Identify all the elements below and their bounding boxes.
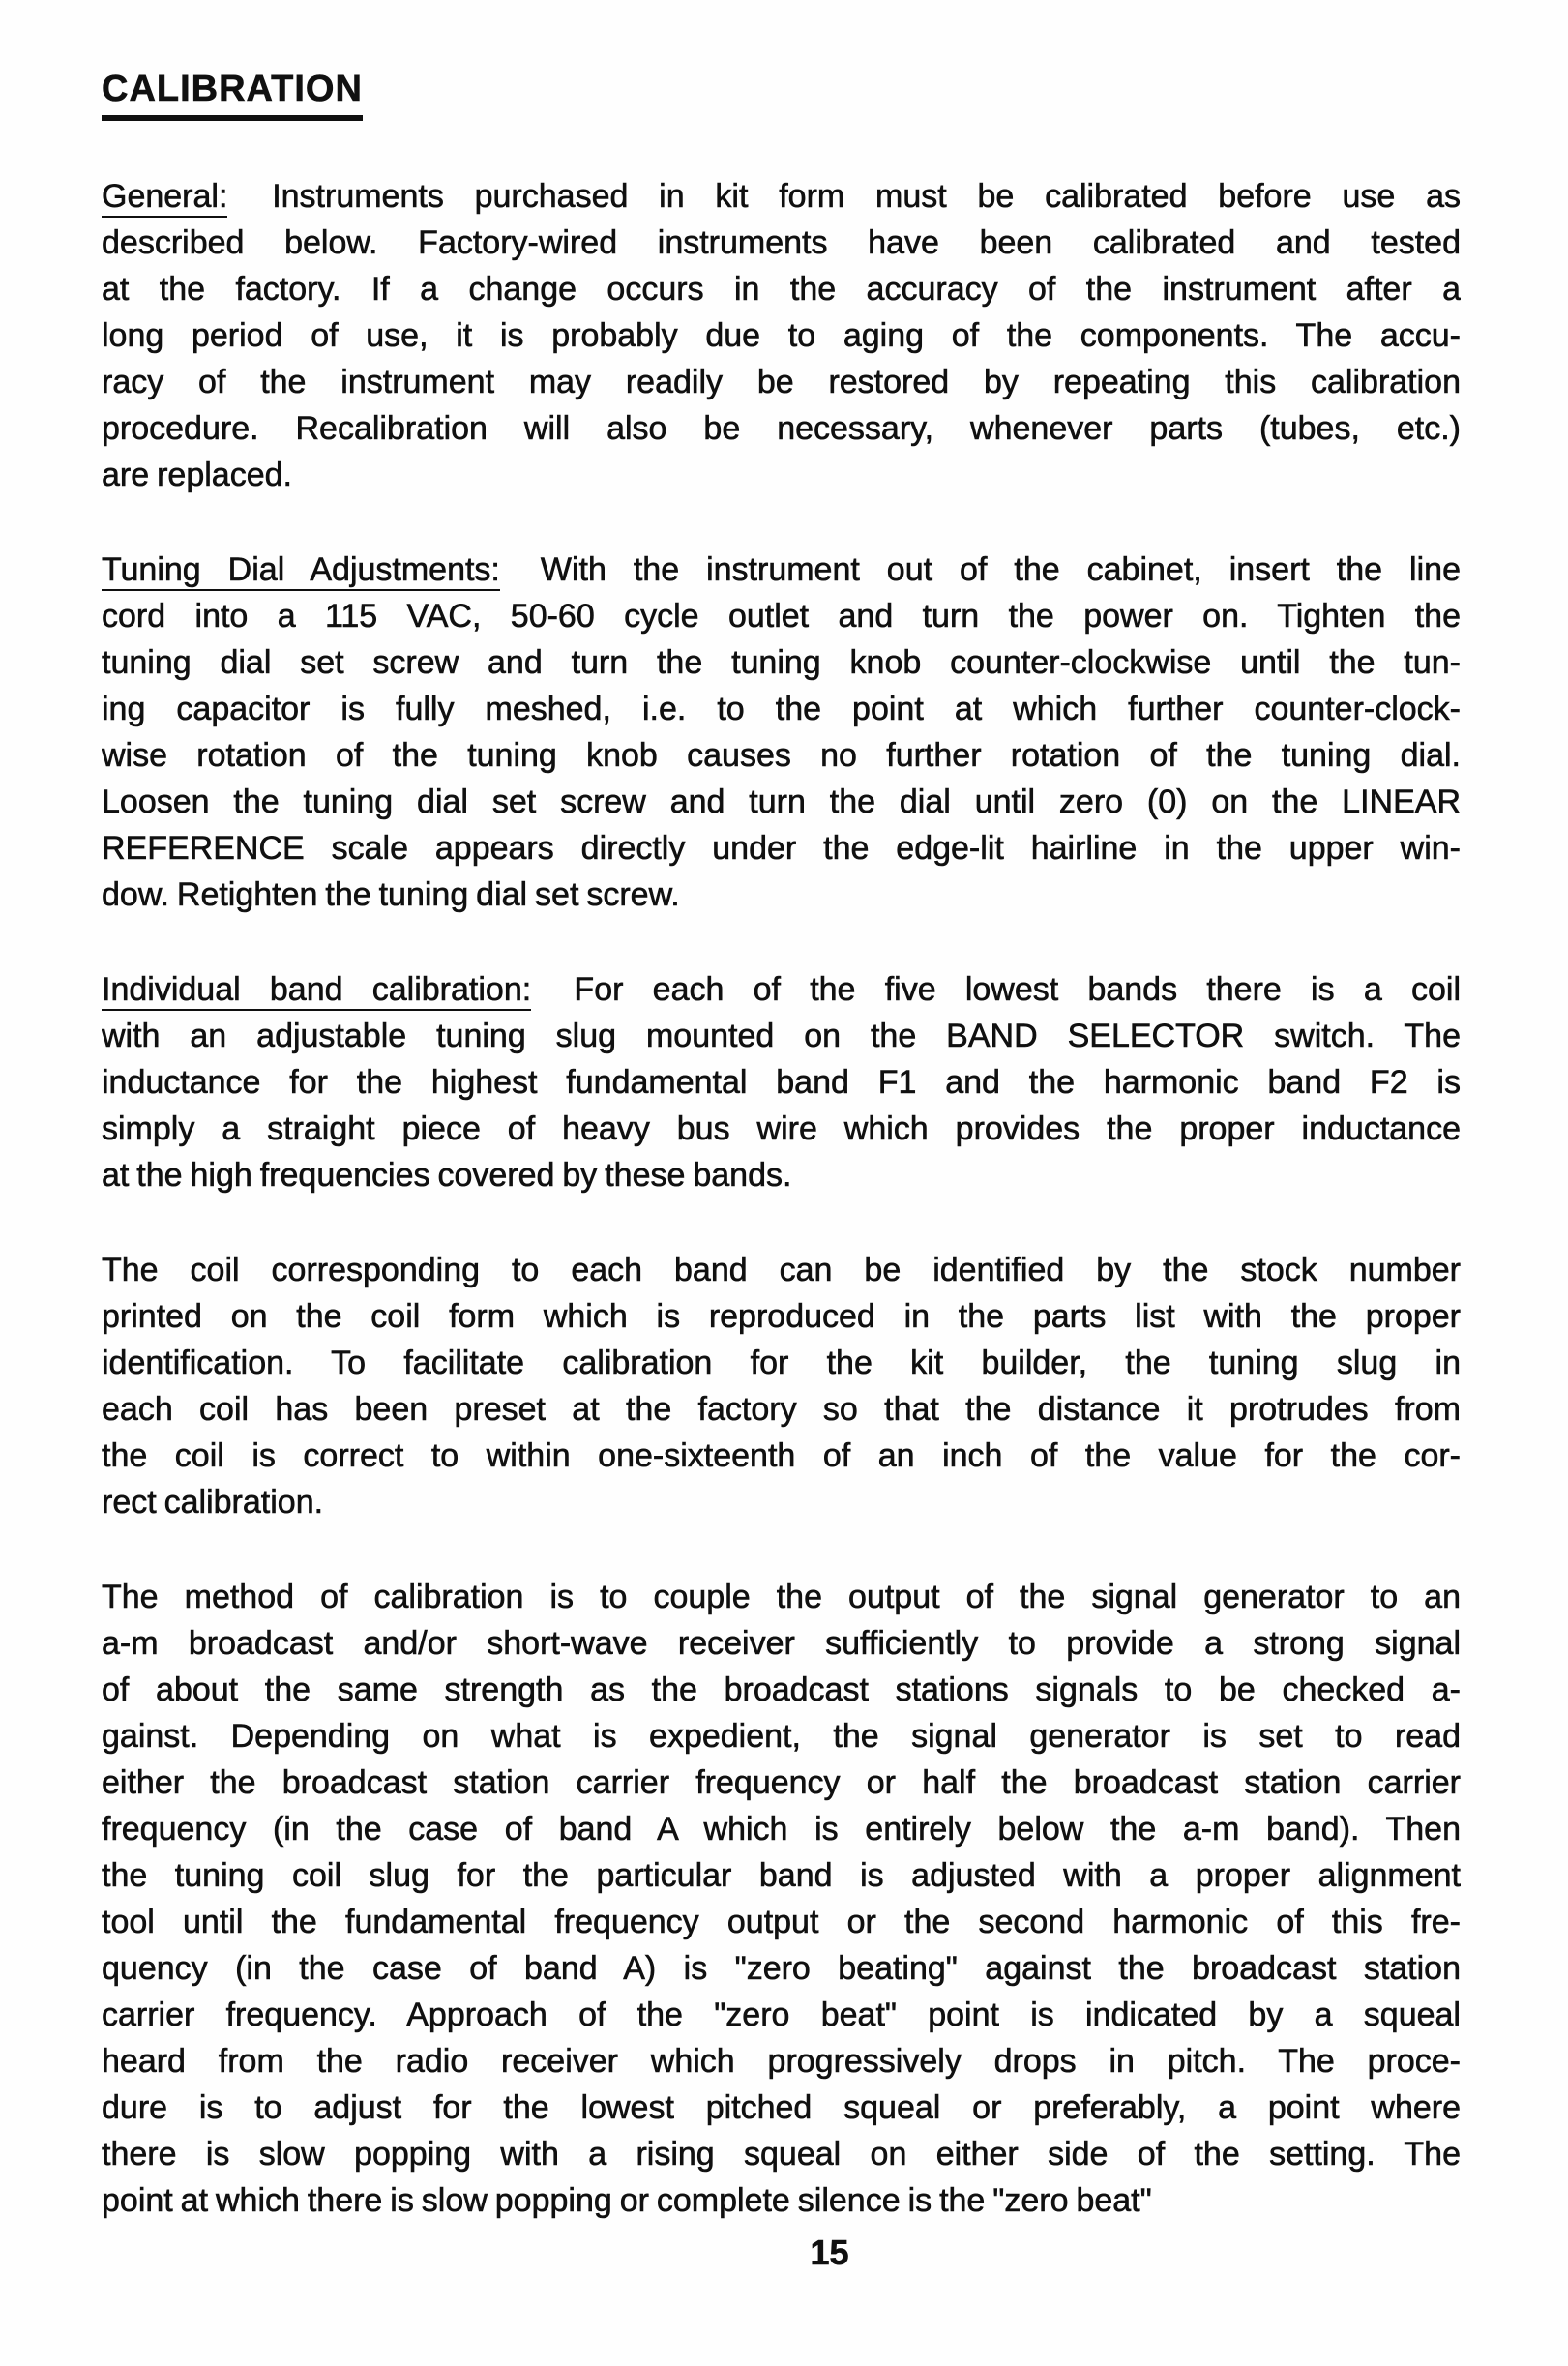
text-line: heard from the radio receiver which progressively drops in pitch. The proce- (102, 2043, 1461, 2080)
text-line: racy of the instrument may readily be restored by repeating this calibration (102, 364, 1461, 400)
text-line: are replaced. (102, 457, 292, 493)
text-line: inductance for the highest fundamental band F1 and the harmonic band F2 is (102, 1064, 1461, 1101)
text-line: tool until the fundamental frequency output or the second harmonic of this fre- (102, 1904, 1461, 1940)
paragraph (102, 966, 1461, 1198)
text-line: Individual band calibration: For each of the five lowest bands there is a coil (102, 966, 1461, 1013)
paragraph (102, 1574, 1461, 2224)
page-content (102, 68, 1461, 2272)
section-heading: General: (102, 178, 227, 220)
text-line: either the broadcast station carrier frequency or half the broadcast station carrier (102, 1764, 1461, 1801)
text-line: at the factory. If a change occurs in the accuracy of the instrument after a (102, 271, 1461, 308)
text-line: the tuning coil slug for the particular band is adjusted with a proper alignment (102, 1857, 1461, 1894)
text-line: simply a straight piece of heavy bus wire which provides the proper inductance (102, 1110, 1461, 1147)
text-line: procedure. Recalibration will also be necessary, whenever parts (tubes, etc.) (102, 410, 1461, 447)
text-line: the coil is correct to within one-sixteenth of an inch of the value for the cor- (102, 1437, 1461, 1474)
text-line: quency (in the case of band A) is "zero beating" against the broadcast station (102, 1950, 1461, 1987)
text-line: printed on the coil form which is reproduced in the parts list with the proper (102, 1298, 1461, 1335)
text-line: The method of calibration is to couple the output of the signal generator to an (102, 1579, 1461, 1615)
text-line: carrier frequency. Approach of the "zero beat" point is indicated by a squeal (102, 1996, 1461, 2033)
text-line: ing capacitor is fully meshed, i.e. to the point at which further counter-clock- (102, 691, 1461, 727)
text-line: of about the same strength as the broadcast stations signals to be checked a- (102, 1671, 1461, 1708)
text-line: gainst. Depending on what is expedient, the signal generator is set to read (102, 1718, 1461, 1755)
text-line: point at which there is slow popping or complete silence is the "zero beat" (102, 2182, 1152, 2219)
section-heading: Individual band calibration: (102, 971, 531, 1013)
paragraph (102, 1247, 1461, 1525)
paragraph (102, 547, 1461, 918)
text-line: cord into a 115 VAC, 50-60 cycle outlet and turn the power on. Tighten the (102, 598, 1461, 635)
text-line: General: Instruments purchased in kit form must be calibrated before use as (102, 173, 1461, 220)
text-line: rect calibration. (102, 1484, 324, 1521)
text-line: at the high frequencies covered by these bands. (102, 1157, 792, 1194)
page-title: CALIBRATION (102, 68, 363, 121)
text-line: Loosen the tuning dial set screw and turn the dial until zero (0) on the LINEAR (102, 784, 1461, 820)
text-line: with an adjustable tuning slug mounted on the BAND SELECTOR switch. The (102, 1018, 1461, 1054)
text-line: dure is to adjust for the lowest pitched squeal or preferably, a point where (102, 2089, 1461, 2126)
text-line: dow. Retighten the tuning dial set screw. (102, 876, 680, 913)
text-line: frequency (in the case of band A which is entirely below the a-m band). Then (102, 1811, 1461, 1848)
text-line: each coil has been preset at the factory so that the distance it protrudes from (102, 1391, 1461, 1428)
text-line: long period of use, it is probably due to aging of the components. The accu- (102, 317, 1461, 354)
text-line: there is slow popping with a rising squeal on either side of the setting. The (102, 2136, 1461, 2173)
text-line: identification. To facilitate calibration for the kit builder, the tuning slug in (102, 1345, 1461, 1381)
text-line: tuning dial set screw and turn the tuning knob counter-clockwise until the tun- (102, 644, 1461, 681)
text-line: a-m broadcast and/or short-wave receiver sufficiently to provide a strong signal (102, 1625, 1461, 1662)
page-number: 15 (810, 2233, 849, 2272)
section-heading: Tuning Dial Adjustments: (102, 551, 500, 593)
text-line: REFERENCE scale appears directly under the edge-lit hairline in the upper win- (102, 830, 1461, 867)
text-line: wise rotation of the tuning knob causes no further rotation of the tuning dial. (102, 737, 1461, 774)
document-paragraphs (102, 173, 1461, 2224)
text-line: Tuning Dial Adjustments: With the instrument out of the cabinet, insert the line (102, 547, 1461, 593)
text-line: The coil corresponding to each band can be identified by the stock number (102, 1252, 1461, 1288)
paragraph (102, 173, 1461, 498)
text-line: described below. Factory-wired instruments have been calibrated and tested (102, 224, 1461, 261)
